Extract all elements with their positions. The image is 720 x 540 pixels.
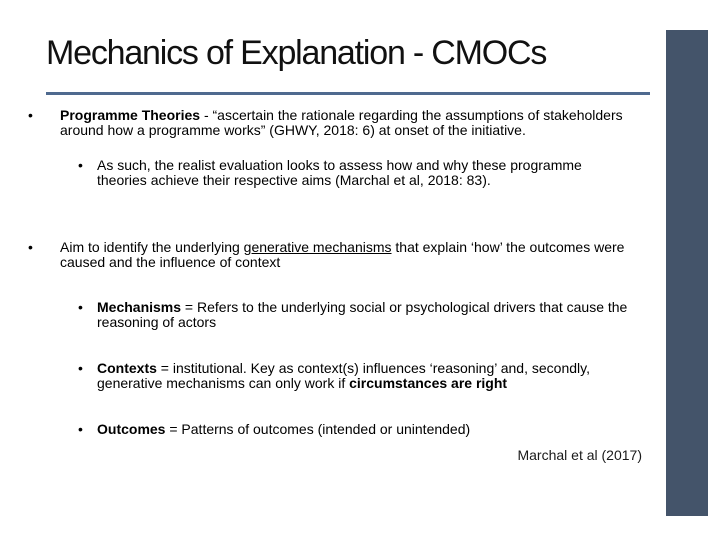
bullet-bold-end: circumstances are right bbox=[349, 375, 508, 391]
bullet-term: Programme Theories bbox=[60, 107, 201, 123]
bullet-marker: • bbox=[78, 299, 83, 315]
bullet-text: As such, the realist evaluation looks to assess how and why these programme theories achieve their respective aims (Marchal et al, 2018: 83). bbox=[97, 157, 582, 188]
bullet-term: Contexts bbox=[97, 360, 157, 376]
bullet-text bbox=[97, 361, 647, 391]
title-underline-rule bbox=[46, 92, 650, 95]
bullet-marker: • bbox=[78, 360, 83, 376]
bullet-body: - “ascertain the rationale regarding the assumptions of stakeholders around how a programme works” (GHWY, 2018: 6) at onset of the initiative. bbox=[60, 107, 623, 138]
slide-title: Mechanics of Explanation - CMOCs bbox=[46, 34, 547, 72]
bullet-body: = Patterns of outcomes (intended or unintended) bbox=[165, 421, 471, 437]
bullet-text bbox=[60, 108, 650, 138]
bullet-body: = institutional. Key as context(s) influences ‘reasoning’ and, secondly, generative mechanisms can only work if bbox=[97, 360, 590, 391]
bullet-body-end: that explain ‘how’ the outcomes were caused and the influence of context bbox=[60, 239, 625, 270]
bullet-marker: • bbox=[78, 157, 83, 173]
bullet-term: Outcomes bbox=[97, 421, 166, 437]
side-decorative-bar bbox=[666, 30, 708, 516]
bullet-text bbox=[60, 240, 645, 270]
bullet-marker: • bbox=[28, 107, 33, 123]
underlined-term: generative mechanisms bbox=[243, 239, 392, 255]
citation: Marchal et al (2017) bbox=[517, 447, 642, 463]
bullet-marker: • bbox=[78, 421, 83, 437]
bullet-text bbox=[97, 300, 647, 330]
bullet-body: Aim to identify the underlying bbox=[60, 239, 244, 255]
bullet-body: = Refers to the underlying social or psychological drivers that cause the reasoning of actors bbox=[97, 299, 628, 330]
bullet-marker: • bbox=[28, 239, 33, 255]
bullet-text bbox=[97, 422, 647, 437]
bullet-term: Mechanisms bbox=[97, 299, 182, 315]
